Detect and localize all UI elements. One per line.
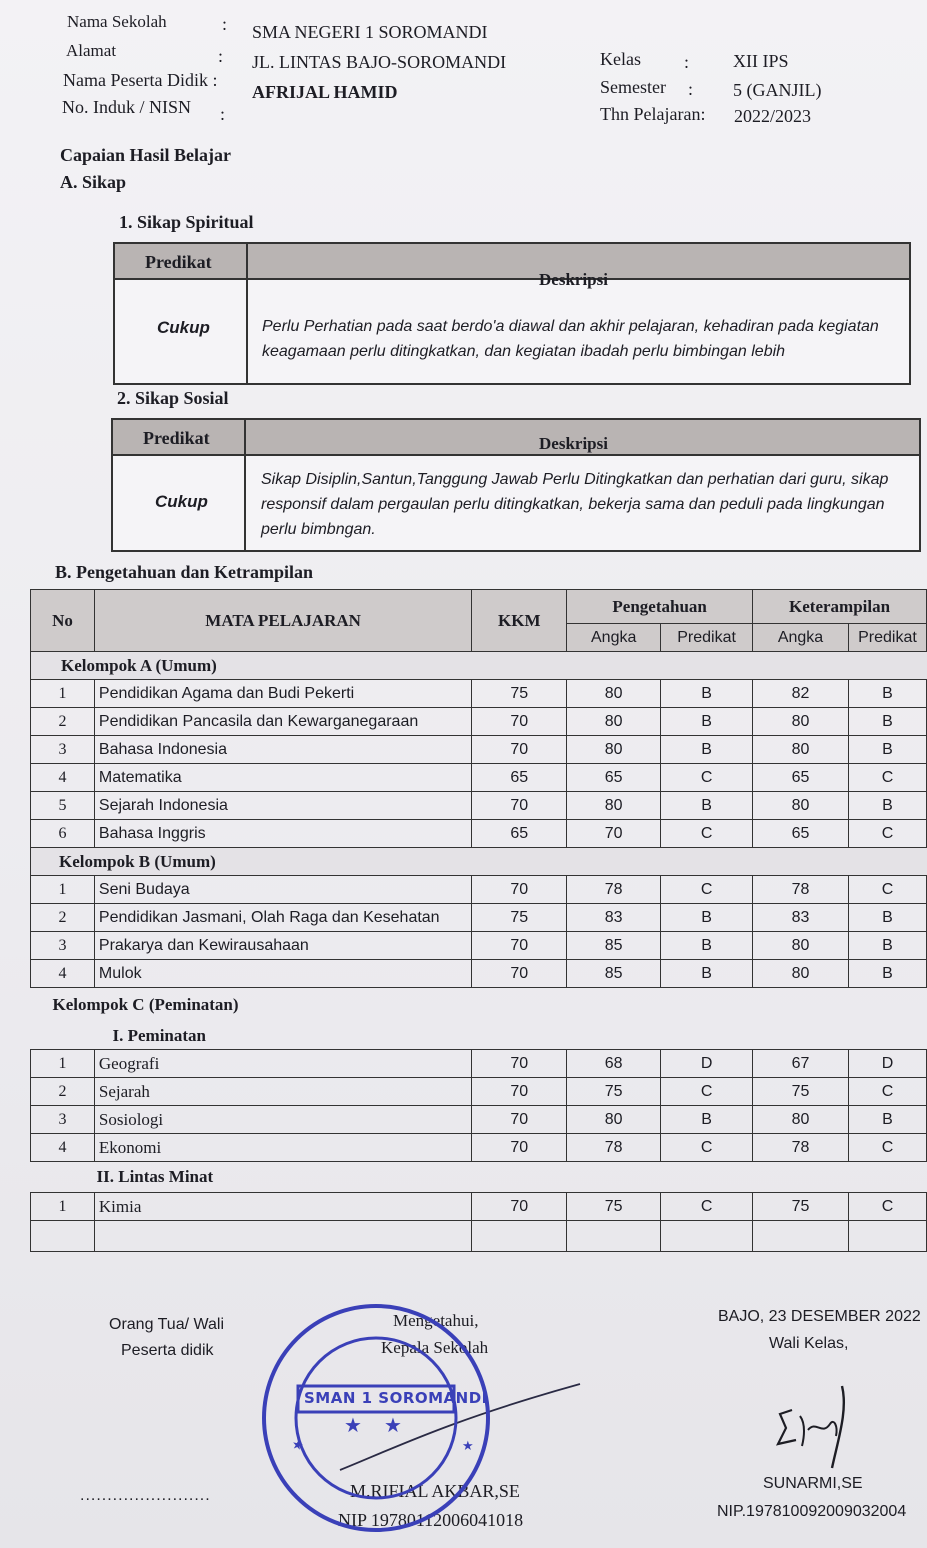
nama-sekolah-value: SMA NEGERI 1 SOROMANDI — [252, 22, 488, 42]
sosial-predikat: Cukup — [155, 492, 208, 511]
angka-header: Angka — [753, 624, 849, 652]
colon: : — [222, 14, 228, 34]
row-keterampilan-predikat: B — [848, 680, 926, 708]
row-keterampilan-angka: 80 — [753, 1106, 849, 1134]
semester-label: Semester — [600, 77, 666, 97]
row-keterampilan-predikat: C — [848, 1078, 926, 1106]
divider — [244, 420, 246, 550]
kelompok-c-title: Kelompok C (Peminatan) — [52, 995, 239, 1014]
row-mapel: Pendidikan Jasmani, Olah Raga dan Kesehatan — [94, 904, 471, 932]
row-mapel: Ekonomi — [94, 1134, 471, 1162]
table-row — [31, 764, 927, 792]
row-no: 1 — [31, 1193, 95, 1221]
peminatan-row — [31, 1022, 927, 1050]
kepsek-name: M.RIFIAL AKBAR,SE — [350, 1481, 520, 1501]
row-keterampilan-predikat: C — [848, 764, 926, 792]
mapel-header: MATA PELAJARAN — [94, 590, 471, 652]
kelompok-a-body — [31, 680, 927, 848]
empty-cell — [472, 1221, 567, 1252]
peminatan-body — [31, 1050, 927, 1162]
row-keterampilan-predikat: D — [848, 1050, 926, 1078]
row-mapel: Prakarya dan Kewirausahaan — [94, 932, 471, 960]
table-row — [31, 1193, 927, 1221]
row-no: 3 — [31, 736, 95, 764]
row-mapel: Sejarah Indonesia — [94, 792, 471, 820]
row-no: 1 — [31, 1050, 95, 1078]
row-mapel: Bahasa Inggris — [94, 820, 471, 848]
row-pengetahuan-predikat: C — [661, 1134, 753, 1162]
sosial-title: 2. Sikap Sosial — [117, 388, 229, 408]
row-kkm: 70 — [472, 1193, 567, 1221]
predikat-header: Predikat — [145, 252, 212, 272]
row-keterampilan-angka: 83 — [753, 904, 849, 932]
row-keterampilan-angka: 65 — [753, 820, 849, 848]
wali-kelas-label: Wali Kelas, — [769, 1335, 849, 1352]
row-pengetahuan-angka: 78 — [567, 1134, 661, 1162]
sikap-title: A. Sikap — [60, 172, 127, 192]
table-row — [31, 1106, 927, 1134]
row-keterampilan-predikat: B — [848, 904, 926, 932]
nilai-table — [30, 589, 927, 1252]
row-kkm: 65 — [472, 820, 567, 848]
no-header: No — [31, 590, 95, 652]
row-pengetahuan-predikat: D — [661, 1050, 753, 1078]
row-pengetahuan-predikat: B — [661, 680, 753, 708]
angka-header: Angka — [567, 624, 661, 652]
row-pengetahuan-predikat: B — [661, 932, 753, 960]
colon: : — [218, 46, 224, 66]
colon: : — [684, 52, 690, 72]
svg-text:★: ★ — [384, 1413, 402, 1437]
row-keterampilan-predikat: B — [848, 792, 926, 820]
row-pengetahuan-angka: 75 — [567, 1078, 661, 1106]
lintas-body — [31, 1193, 927, 1221]
empty-cell — [848, 1221, 926, 1252]
row-pengetahuan-predikat: B — [661, 708, 753, 736]
row-pengetahuan-angka: 80 — [567, 736, 661, 764]
row-keterampilan-angka: 75 — [753, 1193, 849, 1221]
row-keterampilan-predikat: B — [848, 708, 926, 736]
row-mapel: Matematika — [94, 764, 471, 792]
row-pengetahuan-predikat: C — [661, 820, 753, 848]
row-keterampilan-angka: 75 — [753, 1078, 849, 1106]
row-keterampilan-angka: 65 — [753, 764, 849, 792]
table-row — [31, 960, 927, 988]
row-keterampilan-angka: 80 — [753, 932, 849, 960]
row-keterampilan-predikat: B — [848, 960, 926, 988]
table-header — [113, 420, 919, 456]
row-pengetahuan-predikat: B — [661, 960, 753, 988]
table-row — [31, 792, 927, 820]
kelas-value: XII IPS — [733, 51, 789, 71]
row-keterampilan-angka: 78 — [753, 1134, 849, 1162]
svg-text:★: ★ — [288, 1436, 308, 1455]
empty-cell — [567, 1221, 661, 1252]
peserta-label: Nama Peserta Didik : — [63, 70, 218, 90]
tahun-label: Thn Pelajaran: — [600, 104, 706, 124]
kelompok-c-row — [31, 988, 927, 1023]
row-pengetahuan-angka: 83 — [567, 904, 661, 932]
row-pengetahuan-angka: 70 — [567, 820, 661, 848]
row-pengetahuan-angka: 80 — [567, 1106, 661, 1134]
row-mapel: Sejarah — [94, 1078, 471, 1106]
row-pengetahuan-angka: 75 — [567, 1193, 661, 1221]
table-row — [31, 876, 927, 904]
wali-nip: NIP.197810092009032004 — [717, 1503, 907, 1520]
predikat-header: Predikat — [661, 624, 753, 652]
semester-value: 5 (GANJIL) — [733, 80, 822, 100]
mengetahui-line1: Mengetahui, — [393, 1311, 479, 1330]
row-keterampilan-predikat: B — [848, 1106, 926, 1134]
row-kkm: 70 — [472, 1106, 567, 1134]
kelas-label: Kelas — [600, 49, 641, 69]
stamp-icon — [258, 1300, 494, 1536]
row-pengetahuan-angka: 80 — [567, 708, 661, 736]
row-kkm: 70 — [472, 876, 567, 904]
peserta-value: AFRIJAL HAMID — [252, 82, 398, 102]
lintas-row — [31, 1162, 927, 1193]
row-kkm: 70 — [472, 960, 567, 988]
kelompok-b-title: Kelompok B (Umum) — [31, 848, 927, 876]
nama-sekolah-label: Nama Sekolah — [67, 12, 167, 31]
row-no: 2 — [31, 708, 95, 736]
row-no: 4 — [31, 960, 95, 988]
place-date: BAJO, 23 DESEMBER 2022 — [718, 1308, 921, 1325]
row-pengetahuan-angka: 80 — [567, 792, 661, 820]
svg-text:★: ★ — [462, 1439, 474, 1454]
row-keterampilan-angka: 82 — [753, 680, 849, 708]
row-mapel: Pendidikan Agama dan Budi Pekerti — [94, 680, 471, 708]
row-pengetahuan-predikat: B — [661, 904, 753, 932]
row-kkm: 70 — [472, 932, 567, 960]
kelompok-b-row — [31, 848, 927, 876]
row-pengetahuan-predikat: B — [661, 1106, 753, 1134]
peminatan-title: I. Peminatan — [112, 1025, 206, 1045]
row-pengetahuan-predikat: C — [661, 764, 753, 792]
row-pengetahuan-predikat: C — [661, 1078, 753, 1106]
row-kkm: 75 — [472, 904, 567, 932]
row-pengetahuan-angka: 80 — [567, 680, 661, 708]
colon: : — [688, 79, 694, 99]
row-no: 3 — [31, 1106, 95, 1134]
spiritual-table — [113, 242, 911, 385]
table-row — [31, 904, 927, 932]
sosial-table — [111, 418, 921, 552]
lintas-title: II. Lintas Minat — [96, 1167, 214, 1186]
row-keterampilan-angka: 78 — [753, 876, 849, 904]
orang-tua-line1: Orang Tua/ Wali — [109, 1316, 225, 1333]
row-no: 2 — [31, 1078, 95, 1106]
nisn-label: No. Induk / NISN — [62, 97, 191, 117]
row-keterampilan-predikat: C — [848, 1134, 926, 1162]
table-row — [31, 932, 927, 960]
row-keterampilan-predikat: B — [848, 736, 926, 764]
predikat-header: Predikat — [143, 428, 210, 448]
row-kkm: 70 — [472, 792, 567, 820]
table-header — [115, 244, 909, 280]
row-no: 4 — [31, 1134, 95, 1162]
row-kkm: 70 — [472, 736, 567, 764]
row-pengetahuan-angka: 85 — [567, 960, 661, 988]
row-keterampilan-predikat: B — [848, 932, 926, 960]
row-mapel: Kimia — [94, 1193, 471, 1221]
spiritual-title: 1. Sikap Spiritual — [119, 212, 254, 232]
pengetahuan-header: Pengetahuan — [567, 590, 753, 624]
empty-cell — [661, 1221, 753, 1252]
row-kkm: 70 — [472, 1134, 567, 1162]
deskripsi-header: Deskripsi — [539, 434, 608, 453]
kkm-header: KKM — [472, 590, 567, 652]
orang-tua-blank: ........................ — [80, 1487, 211, 1504]
row-pengetahuan-angka: 65 — [567, 764, 661, 792]
kelompok-a-row — [31, 652, 927, 680]
row-mapel: Bahasa Indonesia — [94, 736, 471, 764]
row-pengetahuan-angka: 68 — [567, 1050, 661, 1078]
row-keterampilan-angka: 67 — [753, 1050, 849, 1078]
table-row — [31, 680, 927, 708]
alamat-label: Alamat — [66, 41, 117, 60]
table-row — [31, 708, 927, 736]
spiritual-deskripsi: Perlu Perhatian pada saat berdo'a diawal dan akhir pelajaran, kehadiran pada kegiatan keagamaan perlu ditingkatkan, dan kegiatan ibadah perlu bimbingan lebih — [262, 318, 879, 360]
row-mapel: Geografi — [94, 1050, 471, 1078]
svg-text:★: ★ — [344, 1413, 362, 1437]
row-kkm: 65 — [472, 764, 567, 792]
divider — [246, 244, 248, 383]
table-row — [31, 1050, 927, 1078]
row-pengetahuan-angka: 78 — [567, 876, 661, 904]
row-pengetahuan-predikat: C — [661, 876, 753, 904]
row-keterampilan-angka: 80 — [753, 708, 849, 736]
school-stamp — [258, 1300, 494, 1536]
row-keterampilan-predikat: C — [848, 876, 926, 904]
row-mapel: Pendidikan Pancasila dan Kewarganegaraan — [94, 708, 471, 736]
kelompok-a-title: Kelompok A (Umum) — [31, 652, 927, 680]
row-keterampilan-predikat: C — [848, 1193, 926, 1221]
spiritual-predikat: Cukup — [157, 318, 210, 337]
row-no: 5 — [31, 792, 95, 820]
pengetahuan-title: B. Pengetahuan dan Ketrampilan — [55, 562, 314, 582]
row-no: 2 — [31, 904, 95, 932]
alamat-value: JL. LINTAS BAJO-SOROMANDI — [252, 52, 507, 72]
keterampilan-header: Keterampilan — [753, 590, 927, 624]
predikat-header: Predikat — [848, 624, 926, 652]
row-keterampilan-angka: 80 — [753, 792, 849, 820]
row-no: 1 — [31, 680, 95, 708]
row-no: 3 — [31, 932, 95, 960]
wali-name: SUNARMI,SE — [763, 1475, 863, 1492]
table-header-row — [31, 590, 927, 624]
mengetahui-line2: Kepala Sekolah — [381, 1338, 489, 1357]
stamp-school-text: SMAN 1 SOROMANDI — [304, 1389, 488, 1407]
row-kkm: 70 — [472, 1078, 567, 1106]
empty-cell — [31, 1221, 95, 1252]
empty-cell — [753, 1221, 849, 1252]
sosial-deskripsi: Sikap Disiplin,Santun,Tanggung Jawab Perlu Ditingkatkan dan perhatian dari guru, sikap responsif dalam pergaulan perlu ditingkatkan, bekerja sama dan peduli pada lingkungan perlu bimbngan. — [261, 471, 889, 538]
row-keterampilan-angka: 80 — [753, 960, 849, 988]
row-no: 4 — [31, 764, 95, 792]
wali-signature-icon — [772, 1380, 862, 1470]
table-row — [31, 1134, 927, 1162]
row-mapel: Sosiologi — [94, 1106, 471, 1134]
row-pengetahuan-predikat: B — [661, 736, 753, 764]
section-title: Capaian Hasil Belajar — [60, 145, 232, 165]
deskripsi-header: Deskripsi — [539, 270, 608, 289]
tahun-value: 2022/2023 — [734, 106, 812, 126]
table-row — [31, 1078, 927, 1106]
empty-row — [31, 1221, 927, 1252]
row-keterampilan-predikat: C — [848, 820, 926, 848]
row-mapel: Seni Budaya — [94, 876, 471, 904]
row-no: 1 — [31, 876, 95, 904]
table-row — [31, 820, 927, 848]
row-pengetahuan-predikat: C — [661, 1193, 753, 1221]
empty-cell — [94, 1221, 471, 1252]
table-row — [31, 736, 927, 764]
row-keterampilan-angka: 80 — [753, 736, 849, 764]
row-no: 6 — [31, 820, 95, 848]
row-mapel: Mulok — [94, 960, 471, 988]
row-kkm: 70 — [472, 1050, 567, 1078]
row-pengetahuan-predikat: B — [661, 792, 753, 820]
row-kkm: 70 — [472, 708, 567, 736]
row-kkm: 75 — [472, 680, 567, 708]
kepsek-nip: NIP 19780112006041018 — [338, 1510, 524, 1530]
orang-tua-line2: Peserta didik — [121, 1342, 214, 1359]
row-pengetahuan-angka: 85 — [567, 932, 661, 960]
kelompok-b-body — [31, 876, 927, 988]
colon: : — [220, 104, 226, 124]
